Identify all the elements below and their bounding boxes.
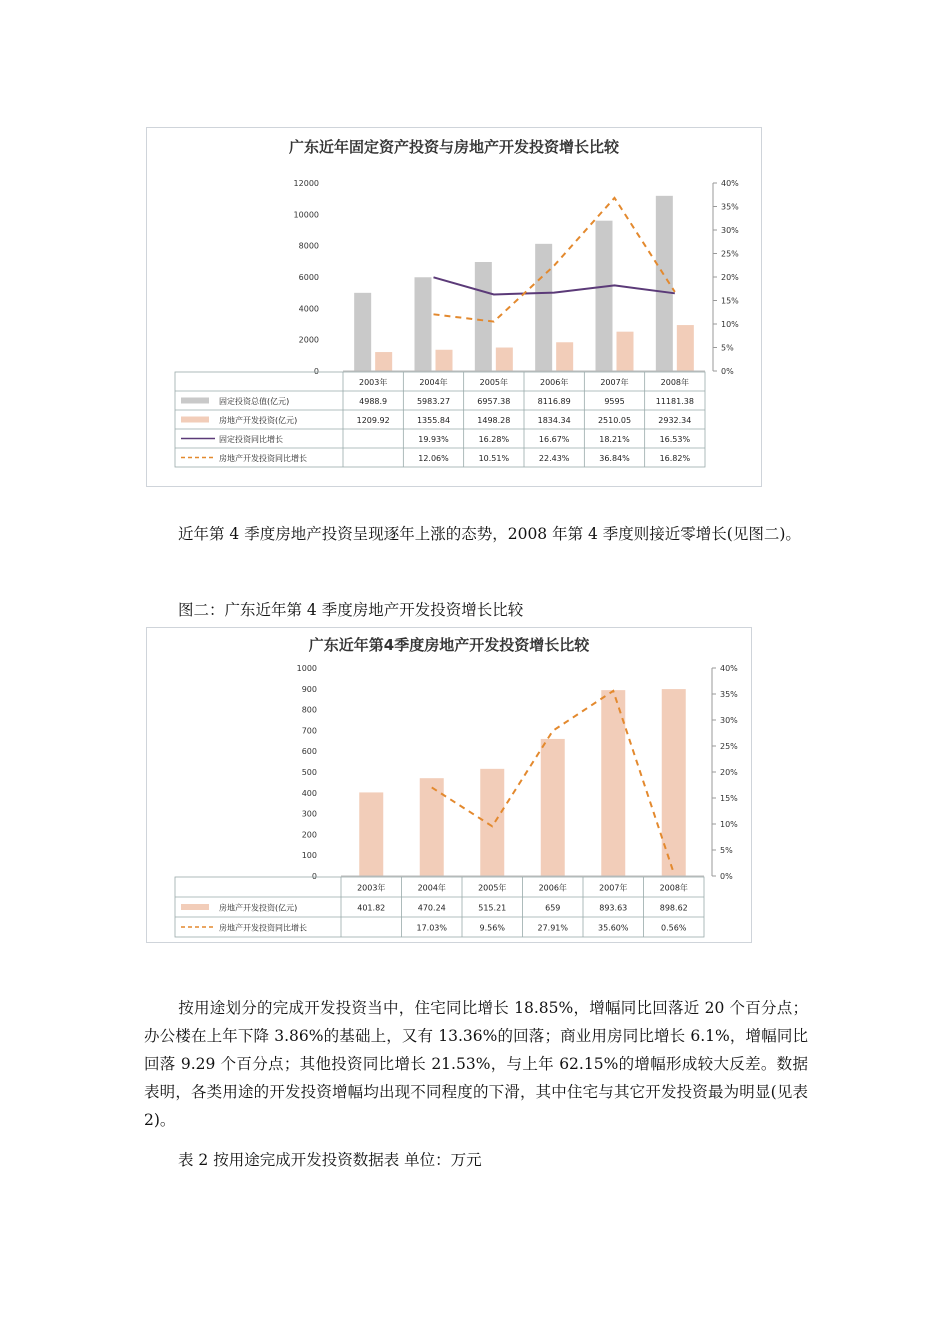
chart-q4-realestate xyxy=(146,627,752,943)
chart1-bar-2 xyxy=(617,332,634,371)
chart2-right-tick-label: 0% xyxy=(720,872,733,881)
table-caption-2: 表 2 按用途完成开发投资数据表 单位：万元 xyxy=(178,1151,482,1169)
chart1-left-tick-label: 2000 xyxy=(298,335,319,345)
chart2-right-tick-label: 15% xyxy=(720,794,738,803)
figure-caption-2: 图二：广东近年第 4 季度房地产开发投资增长比较 xyxy=(178,601,524,619)
chart2-data-label: 893.63 xyxy=(599,903,628,913)
chart1-data-label: 2932.34 xyxy=(658,415,692,425)
chart1-category-label: 2006年 xyxy=(539,377,569,387)
chart1-legend-swatch xyxy=(181,417,209,423)
chart1-data-label: 16.82% xyxy=(659,453,691,463)
chart1-right-tick-label: 10% xyxy=(721,320,739,329)
chart2-left-tick-label: 700 xyxy=(301,726,317,736)
chart2-bar-1 xyxy=(541,739,565,876)
chart1-data-label: 2510.05 xyxy=(597,415,632,425)
chart2-category-label: 2003年 xyxy=(357,883,386,893)
paragraph-usage-breakdown-text: 按用途划分的完成开发投资当中，住宅同比增长 18.85%，增幅同比回落近 20 个百分点；办公楼在上年下降 3.86%的基础上，又有 13.36%的回落；商业用房同比增长 6.1%，增幅同比回落 9.29 个百分点；其他投资同比增长 21.53%，与上年 62.15%的增幅形成较大反差。数据表明，各类用途的开发投资增幅均出现不同程度的下滑，其中住宅与其它开发投资最为明显(见表 2)。 xyxy=(144,999,808,1129)
chart2-legend-swatch xyxy=(181,904,209,910)
chart2-left-tick-label: 500 xyxy=(301,768,317,777)
chart1-data-label: 36.84% xyxy=(599,453,630,463)
chart1-category-label: 2005年 xyxy=(479,377,509,387)
chart1-legend-label: 固定投资总值(亿元) xyxy=(219,396,290,406)
chart1-title: 广东近年固定资产投资与房地产开发投资增长比较 xyxy=(288,138,620,156)
chart1-category-label: 2003年 xyxy=(358,377,388,387)
chart1-right-tick-label: 35% xyxy=(721,202,739,212)
chart1-data-label: 16.28% xyxy=(478,434,510,444)
chart1-data-label: 4988.9 xyxy=(359,396,388,406)
chart2-bar-1 xyxy=(601,690,625,876)
chart1-bar-2 xyxy=(556,342,573,371)
chart2-bar-1 xyxy=(480,769,504,876)
chart1-bar-2 xyxy=(375,352,392,371)
chart2-left-tick-label: 300 xyxy=(301,809,317,819)
chart2-bar-1 xyxy=(420,778,444,876)
chart1-data-label: 1209.92 xyxy=(356,415,390,425)
chart2-category-label: 2008年 xyxy=(659,883,688,893)
chart1-bar-1 xyxy=(475,262,492,371)
chart2-left-tick-label: 200 xyxy=(301,830,317,840)
chart1-right-tick-label: 25% xyxy=(721,249,739,259)
chart2-right-tick-label: 20% xyxy=(720,768,738,777)
chart2-right-tick-label: 5% xyxy=(720,846,733,855)
chart2-right-tick-label: 10% xyxy=(720,820,738,829)
paragraph-q4-trend xyxy=(144,520,808,548)
chart2-legend-label: 房地产开发投资(亿元) xyxy=(219,903,298,913)
chart1-bar-2 xyxy=(436,350,453,371)
chart2-category-label: 2005年 xyxy=(478,883,507,893)
chart2-category-label: 2004年 xyxy=(417,883,446,893)
chart2-left-tick-label: 1000 xyxy=(296,664,317,673)
chart1-data-label: 18.21% xyxy=(599,434,630,444)
chart1-data-label: 19.93% xyxy=(418,434,449,444)
chart1-right-tick-label: 15% xyxy=(721,296,739,306)
chart2-legend-label: 房地产开发投资同比增长 xyxy=(219,923,307,933)
chart1-left-tick-label: 10000 xyxy=(293,210,319,220)
chart-fixed-asset-vs-realestate xyxy=(146,127,762,487)
chart1-bar-1 xyxy=(596,221,613,371)
chart1-bar-1 xyxy=(535,244,552,371)
chart1-data-label: 22.43% xyxy=(538,453,570,463)
chart1-left-tick-label: 4000 xyxy=(298,304,319,314)
chart2-right-tick-label: 35% xyxy=(720,690,738,699)
chart1-data-label: 5983.27 xyxy=(416,396,451,406)
chart2-left-tick-label: 100 xyxy=(301,851,317,861)
chart1-bar-2 xyxy=(677,325,694,371)
chart2-background xyxy=(147,628,751,942)
chart1-data-label: 10.51% xyxy=(478,453,510,463)
chart1-data-label: 6957.38 xyxy=(477,396,511,406)
chart1-category-label: 2007年 xyxy=(600,377,629,387)
chart2-category-label: 2006年 xyxy=(538,883,567,893)
chart1-left-tick-label: 6000 xyxy=(298,273,319,282)
paragraph-q4-trend-text: 近年第 4 季度房地产投资呈现逐年上涨的态势，2008 年第 4 季度则接近零增长(见图二)。 xyxy=(178,525,801,543)
chart2-data-label: 27.91% xyxy=(537,923,569,933)
chart1-svg xyxy=(147,128,761,486)
chart1-legend-label: 房地产开发投资同比增长 xyxy=(219,453,307,463)
chart1-legend-swatch xyxy=(181,398,209,404)
chart2-left-tick-label: 800 xyxy=(301,705,317,715)
chart2-left-tick-label: 900 xyxy=(301,684,317,694)
chart2-right-tick-label: 30% xyxy=(720,716,738,725)
chart1-data-label: 16.67% xyxy=(538,434,570,444)
chart1-right-tick-label: 0% xyxy=(721,367,734,376)
chart1-data-label: 16.53% xyxy=(659,434,691,444)
chart2-left-tick-label: 0 xyxy=(311,872,317,881)
chart1-data-label: 1498.28 xyxy=(477,415,511,425)
paragraph-usage-breakdown xyxy=(144,994,808,1134)
chart1-bar-1 xyxy=(415,277,432,371)
chart1-right-tick-label: 40% xyxy=(721,179,739,188)
chart1-bar-1 xyxy=(354,293,371,371)
chart1-left-tick-label: 12000 xyxy=(293,179,319,188)
chart2-bar-1 xyxy=(359,792,383,876)
chart2-data-label: 9.56% xyxy=(479,923,505,933)
chart2-left-tick-label: 400 xyxy=(301,788,317,798)
chart2-right-tick-label: 25% xyxy=(720,742,738,751)
chart1-data-label: 11181.38 xyxy=(655,396,694,406)
chart2-data-label: 898.62 xyxy=(659,903,688,913)
chart2-data-label: 17.03% xyxy=(416,923,448,933)
chart1-data-label: 8116.89 xyxy=(537,396,571,406)
chart1-right-tick-label: 20% xyxy=(721,273,739,282)
chart2-category-label: 2007年 xyxy=(599,883,628,893)
chart1-right-tick-label: 5% xyxy=(721,343,734,353)
chart1-left-tick-label: 8000 xyxy=(298,241,319,251)
chart2-left-tick-label: 600 xyxy=(301,747,317,757)
chart2-right-tick-label: 40% xyxy=(720,664,738,673)
chart2-title: 广东近年第4季度房地产开发投资增长比较 xyxy=(308,636,590,654)
chart2-svg xyxy=(147,628,751,942)
chart2-data-label: 515.21 xyxy=(478,903,507,913)
chart1-data-label: 1355.84 xyxy=(416,415,451,425)
chart2-data-label: 470.24 xyxy=(417,903,446,913)
chart1-data-label: 1834.34 xyxy=(537,415,571,425)
chart1-category-label: 2008年 xyxy=(660,377,690,387)
chart1-right-tick-label: 30% xyxy=(721,226,739,235)
chart2-data-label: 0.56% xyxy=(661,923,687,933)
chart1-bar-2 xyxy=(496,348,513,371)
chart1-data-label: 12.06% xyxy=(418,453,449,463)
chart1-left-tick-label: 0 xyxy=(313,367,319,376)
chart1-legend-label: 固定投资同比增长 xyxy=(219,434,283,444)
chart2-data-label: 659 xyxy=(545,903,561,913)
chart1-category-label: 2004年 xyxy=(419,377,448,387)
chart2-data-label: 401.82 xyxy=(357,903,386,913)
chart1-legend-label: 房地产开发投资(亿元) xyxy=(219,415,298,425)
chart1-data-label: 9595 xyxy=(604,396,625,406)
chart2-data-label: 35.60% xyxy=(597,923,629,933)
